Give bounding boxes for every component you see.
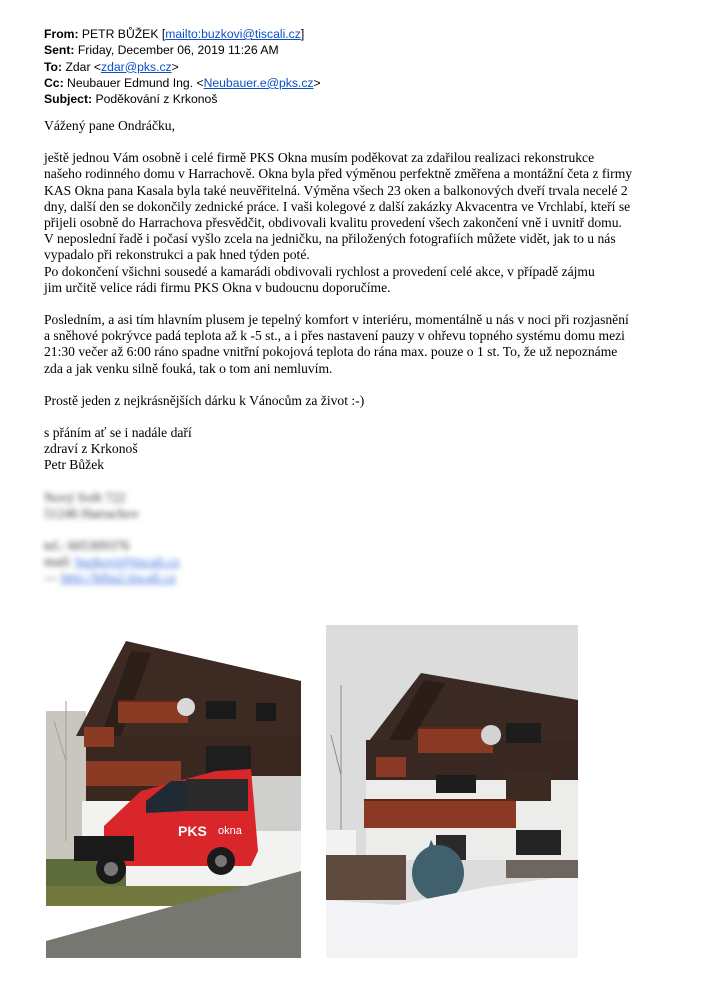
closing-line: s přáním ať se i nadále daří — [44, 425, 192, 441]
cc-label: Cc: — [44, 75, 64, 90]
body-line: vypadalo při rekonstrukci a pak hned týden poté. — [44, 247, 310, 263]
cc-name: Neubauer Edmund Ing. — [67, 75, 194, 90]
to-name: Zdar — [65, 59, 91, 74]
body-line: zda a jak venku silně fouká, tak o tom ani nemluvím. — [44, 360, 333, 376]
contact-web-prefix: — — [44, 570, 58, 586]
from-mailto-link[interactable]: mailto:buzkovi@tiscali.cz — [165, 27, 301, 41]
to-row: To: Zdar <zdar@pks.cz> — [44, 59, 179, 74]
body-line: Po dokončení všichni sousedé a kamarádi obdivovali rychlost a provedení celé akce, v případě zájmu — [44, 263, 595, 279]
subject-label: Subject: — [44, 92, 93, 107]
paragraph-comfort — [44, 312, 694, 377]
contact-mail-link[interactable]: buzkovi@tiscali.cz — [75, 554, 180, 570]
subject-row — [44, 91, 684, 107]
cc-row: Cc: Neubauer Edmund Ing. <Neubauer.e@pks.cz> — [44, 75, 321, 90]
sent-value: Friday, December 06, 2019 11:26 AM — [77, 43, 279, 58]
photo-house-during-renovation — [46, 641, 301, 958]
to-label: To: — [44, 59, 63, 74]
email-body — [44, 118, 694, 587]
body-line: dny, další den se dokončily zednické práce. I vaši kolegové z další zakázky Akvacentra ve Vrchlabí, kteří se — [44, 198, 631, 214]
paragraph-thanks — [44, 150, 694, 296]
body-line: V neposlední řadě i počasí vyšlo zcela na jedničku, na přiložených fotografiích můžete vidět, jak to u nás — [44, 231, 616, 247]
paragraph-christmas: Prostě jeden z nejkrásnějších dárku k Vánocům za život :-) — [44, 392, 365, 408]
sent-label: Sent: — [44, 43, 75, 58]
from-row: From: PETR BŮŽEK [mailto:buzkovi@tiscali.cz] — [44, 27, 305, 41]
email-headers — [44, 26, 684, 107]
contact-web-row — [44, 570, 694, 586]
body-line: a sněhové pokrývce padá teplota až k -5 st., a i přes nastavení pauzy v ohřevu topného systému domu mezi — [44, 328, 625, 344]
contact-phone: tel.: 605309376 — [44, 538, 130, 554]
van-logo-pks: PKS — [178, 823, 207, 839]
blurred-address — [44, 490, 694, 522]
body-line: Posledním, a asi tím hlavním plusem je tepelný komfort v interiéru, momentálně u nás v noci při rozjasnění — [44, 312, 629, 328]
contact-web-link[interactable]: http://hthu2.tiscali.cz — [61, 570, 176, 586]
to-email-link[interactable]: zdar@pks.cz — [101, 59, 172, 74]
cc-email-link[interactable]: Neubauer.e@pks.cz — [203, 75, 314, 90]
body-line: našeho rodinného domu v Harrachově. Okna byla před výměnou perfektně změřena a montážní četa z firmy — [44, 166, 633, 182]
from-name: PETR BŮŽEK — [81, 27, 159, 41]
sent-row — [44, 42, 684, 58]
subject-value: Poděkování z Krkonoš — [95, 92, 218, 107]
blurred-contact — [44, 538, 694, 587]
address-line: Nový Svět 722 — [44, 489, 126, 505]
contact-mail-row — [44, 554, 694, 570]
body-line: 21:30 večer až 6:00 ráno spadne vnitřní pokojová teplota do rána max. pouze o 1 st. To, že už nepoznáme — [44, 344, 618, 360]
closing-line: zdraví z Krkonoš — [44, 441, 138, 457]
signature-name: Petr Bůžek — [44, 457, 105, 473]
body-line: ještě jednou Vám osobně i celé firmě PKS Okna musím poděkovat za zdařilou realizaci rekonstrukce — [44, 150, 595, 166]
greeting: Vážený pane Ondráčku, — [44, 118, 175, 133]
body-line: KAS Okna pana Kasala byla také neuvěřitelná. Výměna všech 23 oken a balkonových dveří trvala necelé 2 — [44, 182, 628, 198]
closing — [44, 425, 694, 474]
body-line: jim určitě velice rádi firmu PKS Okna v budoucnu doporučíme. — [44, 279, 391, 295]
body-line: přijeli osobně do Harrachova přesvědčit, obdivovali kvalitu provedení všech zakončení vně i uvnitř domu. — [44, 215, 622, 231]
van-logo-okna: okna — [218, 825, 242, 837]
contact-mail-label: mail: — [44, 554, 72, 570]
address-line: 51246 Harrachov — [44, 505, 139, 521]
photo-house-after-renovation — [326, 625, 578, 958]
from-label: From: — [44, 27, 79, 41]
